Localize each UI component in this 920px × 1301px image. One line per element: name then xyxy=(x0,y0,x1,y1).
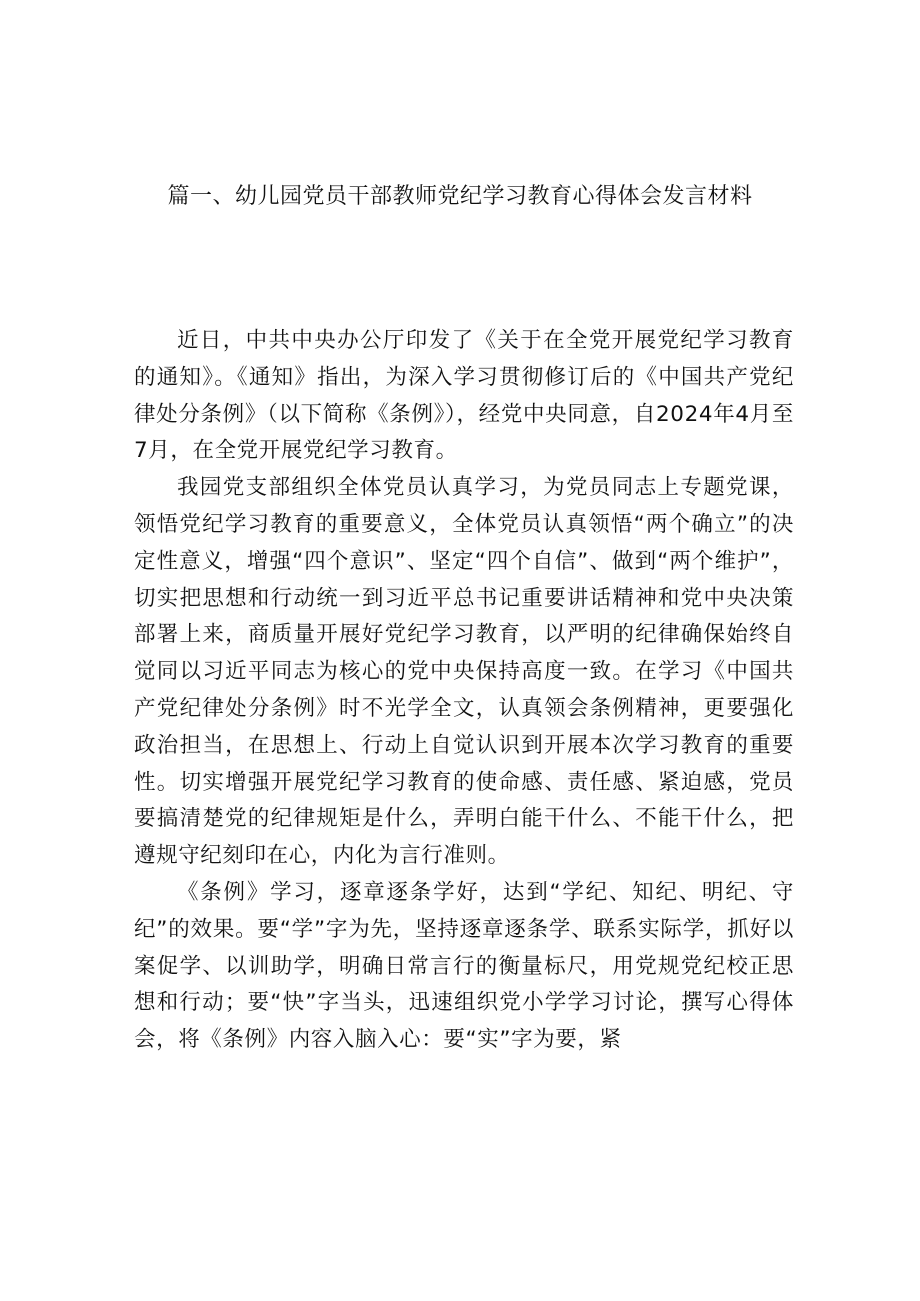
document-body xyxy=(134,323,794,1059)
paragraph-3: 《条例》学习，逐章逐条学好，达到“学纪、知纪、明纪、守纪”的效果。要“学”字为先，坚持逐章逐条学、联系实际学，抓好以案促学、以训助学，明确日常言行的衡量标尺，用党规党纪校正思想和行动；要“快”字当头，迅速组织党小学学习讨论，撰写心得体会，将《条例》内容入脑入心：要“实”字为要，紧 xyxy=(134,879,794,1053)
document-title: 篇一、幼儿园党员干部教师党纪学习教育心得体会发言材料 xyxy=(167,184,753,209)
paragraph-1: 近日，中共中央办公厅印发了《关于在全党开展党纪学习教育的通知》。《通知》指出，为深入学习贯彻修订后的《中国共产党纪律处分条例》（以下简称《条例》），经党中央同意，自2024年4月至7月，在全党开展党纪学习教育。 xyxy=(134,328,794,464)
paragraph-2: 我园党支部组织全体党员认真学习，为党员同志上专题党课，领悟党纪学习教育的重要意义，全体党员认真领悟“两个确立”的决定性意义，增强“四个意识”、坚定“四个自信”、做到“两个维护”，切实把思想和行动统一到习近平总书记重要讲话精神和党中央决策部署上来，商质量开展好党纪学习教育，以严明的纪律确保始终自觉同以习近平同志为核心的党中央保持高度一致。在学习《中国共产党纪律处分条例》时不光学全文，认真领会条例精神，更要强化政治担当，在思想上、行动上自觉认识到开展本次学习教育的重要性。切实增强开展党纪学习教育的使命感、责任感、紧迫感，党员要搞清楚党的纪律规矩是什么，弄明白能干什么、不能干什么，把遵规守纪刻印在心，内化为言行准则。 xyxy=(134,475,794,869)
